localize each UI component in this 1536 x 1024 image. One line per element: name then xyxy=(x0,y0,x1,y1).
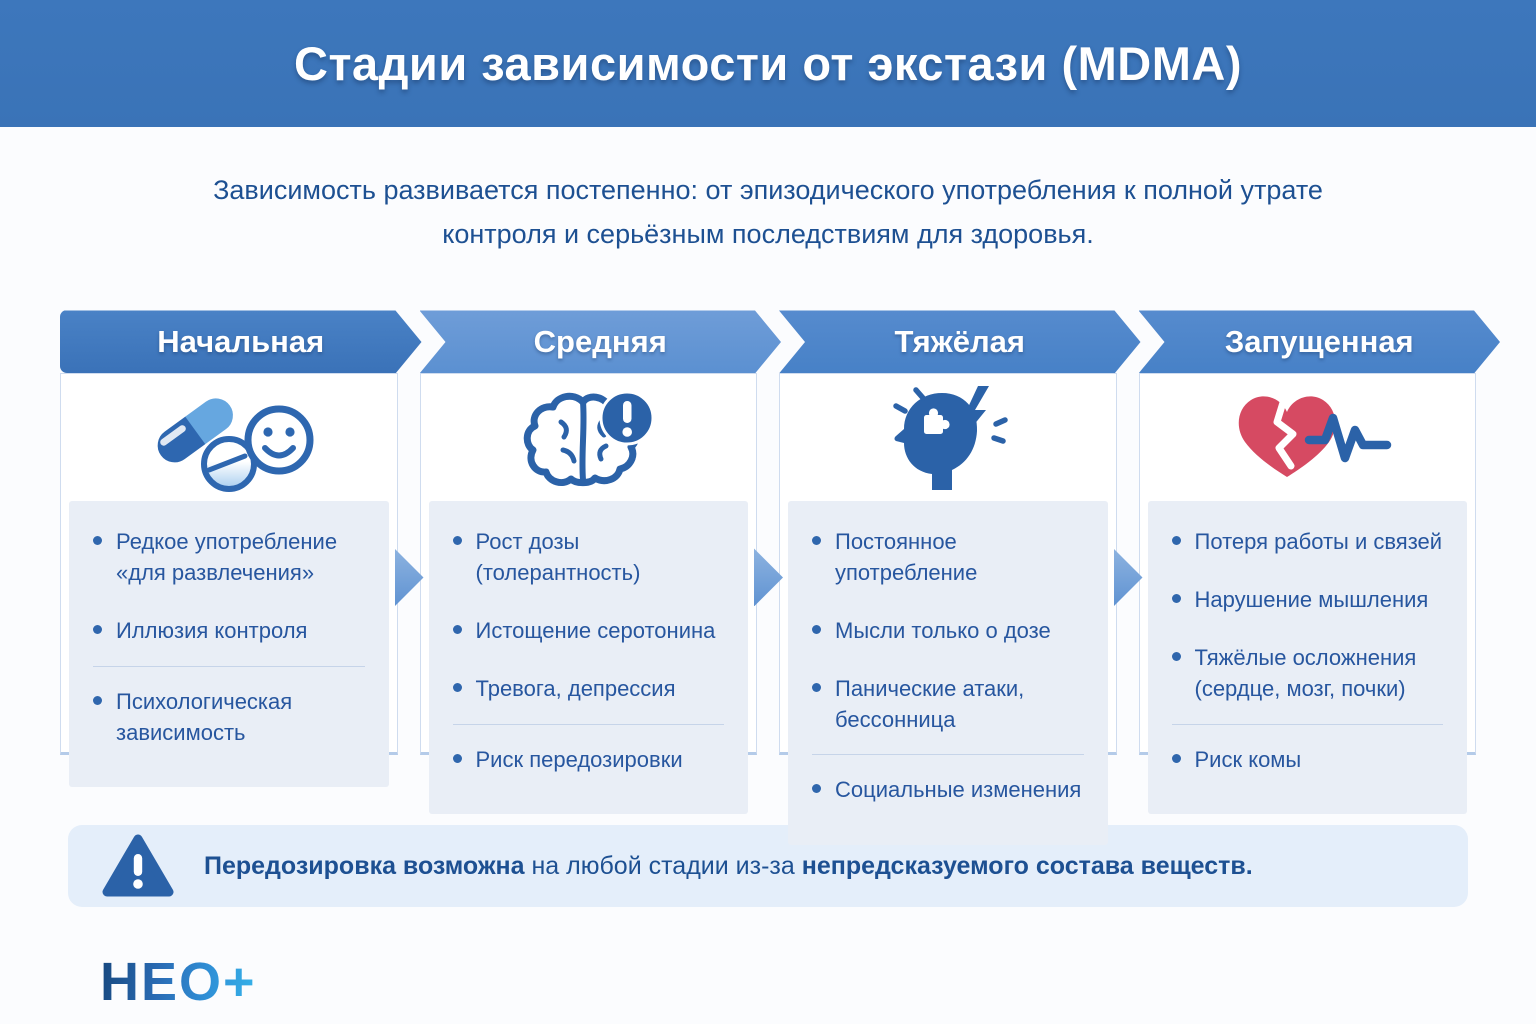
stage-column-zapushchennaya xyxy=(1139,310,1477,772)
stage-header-tyazhelaya xyxy=(779,310,1141,373)
bullet-dot-icon xyxy=(1172,754,1181,763)
stage-column-nachalnaya xyxy=(60,310,398,755)
list-item: Риск комы xyxy=(1170,745,1450,776)
bullet-dot-icon xyxy=(1172,536,1181,545)
stage-column-tyazhelaya xyxy=(779,310,1117,803)
list-item: Постоянное употребление xyxy=(810,527,1090,589)
warning-triangle-icon xyxy=(102,833,174,899)
pills-smiley-icon xyxy=(61,374,397,501)
page-title: Стадии зависимости от экстази (MDMA) xyxy=(294,37,1242,90)
list-divider xyxy=(93,666,365,667)
list-item: Тяжёлые осложнения (сердце, мозг, почки) xyxy=(1170,643,1450,705)
bullet-dot-icon xyxy=(1172,594,1181,603)
bullet-dot-icon xyxy=(812,683,821,692)
bullet-dot-icon xyxy=(453,754,462,763)
bullet-dot-icon xyxy=(453,625,462,634)
stage-column-srednyaya xyxy=(420,310,758,772)
warning-text-bold-2: непредсказуемого состава веществ. xyxy=(801,851,1253,880)
bullet-dot-icon xyxy=(453,683,462,692)
brand-logo: НЕО+ xyxy=(100,952,257,1013)
list-divider xyxy=(453,724,725,725)
broken-heart-ecg-icon xyxy=(1140,374,1476,501)
stage-list xyxy=(69,501,389,787)
stage-label: Тяжёлая xyxy=(894,323,1025,359)
list-item: Нарушение мышления xyxy=(1170,585,1450,616)
stage-label: Начальная xyxy=(157,323,325,359)
stage-header-zapushchennaya xyxy=(1139,310,1501,373)
stage-card xyxy=(1139,373,1477,772)
stage-card xyxy=(60,373,398,755)
stage-list xyxy=(429,501,749,814)
stage-label: Запущенная xyxy=(1224,323,1414,359)
list-item: Потеря работы и связей xyxy=(1170,527,1450,558)
stage-header-srednyaya xyxy=(420,310,782,373)
stage-list xyxy=(788,501,1108,845)
list-item: Рост дозы (толерантность) xyxy=(451,527,731,589)
list-item: Панические атаки, бессонница xyxy=(810,674,1090,736)
stage-card xyxy=(779,373,1117,803)
list-divider xyxy=(812,754,1084,755)
head-stress-icon xyxy=(780,374,1116,501)
bullet-dot-icon xyxy=(93,696,102,705)
bullet-dot-icon xyxy=(93,536,102,545)
bullet-dot-icon xyxy=(453,536,462,545)
list-item: Социальные изменения xyxy=(810,775,1090,806)
header-banner xyxy=(0,0,1536,127)
stage-label: Средняя xyxy=(533,323,667,359)
warning-text-bold-1: Передозировка возможна xyxy=(204,851,525,880)
stages-section xyxy=(60,310,1476,803)
bullet-dot-icon xyxy=(1172,652,1181,661)
intro-text: Зависимость развивается постепенно: от эпизодического употребления к полной утрате контроля и серьёзным последствиям для здоровья. xyxy=(213,175,1323,249)
bullet-dot-icon xyxy=(812,536,821,545)
bullet-dot-icon xyxy=(812,784,821,793)
list-item: Тревога, депрессия xyxy=(451,674,731,705)
stage-list xyxy=(1148,501,1468,814)
stage-header-nachalnaya xyxy=(60,310,422,373)
bullet-dot-icon xyxy=(812,625,821,634)
list-item: Иллюзия контроля xyxy=(91,616,371,647)
brain-alert-icon xyxy=(421,374,757,501)
warning-banner xyxy=(68,825,1468,907)
list-item: Истощение серотонина xyxy=(451,616,731,647)
list-item: Риск передозировки xyxy=(451,745,731,776)
stage-card xyxy=(420,373,758,772)
list-item: Редкое употребление «для развлечения» xyxy=(91,527,371,589)
warning-text xyxy=(204,852,1253,881)
warning-text-regular: на любой стадии из-за xyxy=(524,851,802,880)
list-divider xyxy=(1172,724,1444,725)
list-item: Мысли только о дозе xyxy=(810,616,1090,647)
bullet-dot-icon xyxy=(93,625,102,634)
list-item: Психологическая зависимость xyxy=(91,687,371,749)
